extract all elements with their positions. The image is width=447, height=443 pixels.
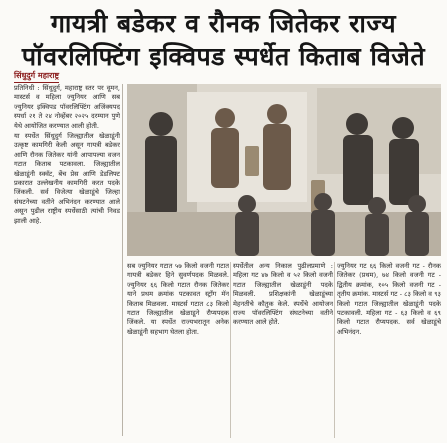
body-column-3: ज्युनियर गट ६६ किलो वजनी गट - रौनक जितेकर (प्रथम), ७४ किलो वजनी गट - द्वितीय क्रमांक, १०५ किलो वजनी गट - तृतीय क्रमांक. मास्टर्स गट - ८३ किलो व ९३ किलो गटात जिल्ह्यातील खेळाडूंनी पदके पटकावली. महिला गट - ६३ किलो व ६९ किलो गटात रौप्यपदक. सर्व खेळाडूंचे अभिनंदन.	[337, 262, 441, 336]
column-divider	[122, 84, 123, 436]
body-column-2: स्पर्धेतील अन्य निकाल पुढीलप्रमाणे : महिला गट ४७ किलो व ५२ किलो वजनी गटात जिल्ह्यातील खेळाडूंनी पदके मिळवली. प्रशिक्षकांनी खेळाडूंच्या मेहनतीचे कौतुक केले. स्पर्धेचे आयोजन राज्य पॉवरलिफ्टिंग संघटनेच्या वतीने करण्यात आले होते.	[233, 262, 333, 327]
lead-paragraph-2: या स्पर्धेत सिंधुदुर्ग जिल्ह्यातील खेळाडूंनी उत्कृष्ट कामगिरी केली असून गायत्री बडेकर आणि रौनक जितेकर यांनी आपापल्या वजन गटात किताब पटकावला. जिल्ह्यातील खेळाडूंनी स्क्वॅट, बेंच प्रेस आणि डेडलिफ्ट प्रकारात उल्लेखनीय कामगिरी करत पदके जिंकली. सर्व विजेत्या खेळाडूंचे जिल्हा संघटनेच्या वतीने अभिनंदन करण्यात आले असून पुढील राष्ट्रीय स्पर्धेसाठी त्यांची निवड झाली आहे.	[14, 132, 120, 225]
headline-line-2: पॉवरलिफ्टिंग इक्विपड स्पर्धेत किताब विजेते	[21, 42, 426, 71]
body-column-1: सब ज्युनियर गटात ५७ किलो वजनी गटात गायत्री बडेकर हिने सुवर्णपदक मिळवले. ज्युनियर ६६ किलो गटात रौनक जितेकर याने प्रथम क्रमांक पटकावत स्ट्राँग मॅन किताब मिळवला. मास्टर्स गटात ८३ किलो गटात जिल्ह्यातील खेळाडूने रौप्यपदक जिंकले. या स्पर्धेत राज्यभरातून अनेक खेळाडूंनी सहभाग घेतला होता.	[127, 262, 229, 336]
column-divider	[230, 262, 231, 438]
column-divider	[334, 262, 335, 438]
lead-paragraph-1: प्रतिनिधी : सिंधुदुर्ग, महाराष्ट्र स्तर पर वूमन, मास्टर्स व महिला ज्युनियर आणि सब ज्युनियर इक्विपड पॉवरलिफ्टिंग अजिंक्यपद स्पर्धा २१ ते २४ नोव्हेंबर २०२५ दरम्यान पुणे येथे आयोजित करण्यात आली होती.	[14, 84, 120, 130]
lead-column	[14, 84, 120, 436]
dateline: सिंधुदुर्ग महाराष्ट्र	[14, 70, 59, 83]
headline-line-1: गायत्री बडेकर व रौनक जितेकर राज्य	[50, 9, 397, 38]
news-photo	[127, 84, 441, 256]
photo-illustration	[127, 84, 441, 256]
